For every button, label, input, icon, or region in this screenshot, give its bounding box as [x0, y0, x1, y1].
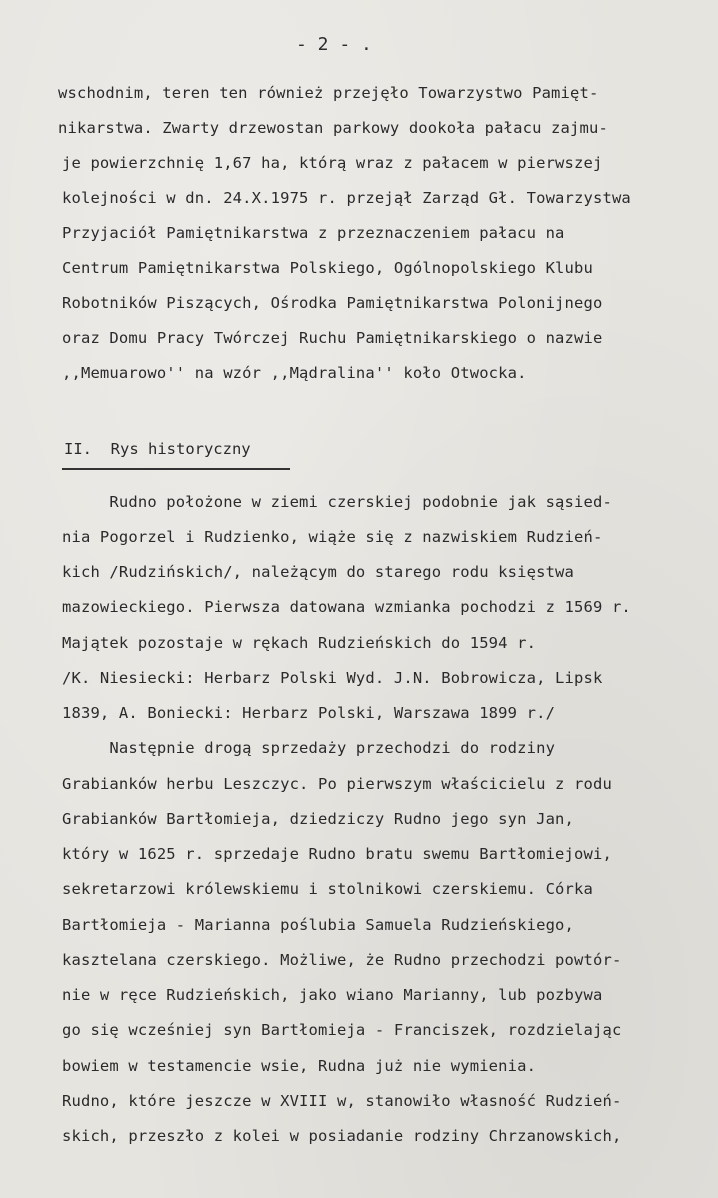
text-line: kolejności w dn. 24.X.1975 r. przejął Zarząd Gł. Towarzystwa [62, 189, 631, 207]
text-line: nie w ręce Rudzieńskich, jako wiano Marianny, lub pozbywa [62, 986, 603, 1004]
text-line: Grabianków Bartłomieja, dziedziczy Rudno jego syn Jan, [62, 810, 575, 828]
text-line: Przyjaciół Pamiętnikarstwa z przeznaczeniem pałacu na [62, 224, 565, 242]
text-line: Rudno położone w ziemi czerskiej podobnie jak sąsied- [62, 493, 612, 511]
text-line: nikarstwa. Zwarty drzewostan parkowy dookoła pałacu zajmu- [58, 119, 608, 137]
text-line: /K. Niesiecki: Herbarz Polski Wyd. J.N. Bobrowicza, Lipsk [62, 669, 603, 687]
page-number: - 2 - . [296, 34, 372, 55]
text-line: Rudno, które jeszcze w XVIII w, stanowiło własność Rudzień- [62, 1092, 622, 1110]
text-line: Centrum Pamiętnikarstwa Polskiego, Ogólnopolskiego Klubu [62, 259, 593, 277]
text-line: 1839, A. Boniecki: Herbarz Polski, Warszawa 1899 r./ [62, 704, 556, 722]
text-line: bowiem w testamencie wsie, Rudna już nie wymienia. [62, 1057, 537, 1075]
text-line: ,,Memuarowo'' na wzór ,,Mądralina'' koło Otwocka. [62, 364, 527, 382]
text-line: kasztelana czerskiego. Możliwe, że Rudno przechodzi powtór- [62, 951, 622, 969]
text-line: mazowieckiego. Pierwsza datowana wzmianka pochodzi z 1569 r. [62, 598, 631, 616]
text-line: wschodnim, teren ten również przejęło Towarzystwo Pamięt- [58, 84, 599, 102]
section-heading: II. Rys historyczny [64, 440, 251, 458]
text-line: sekretarzowi królewskiemu i stolnikowi czerskiemu. Córka [62, 880, 593, 898]
text-line: Majątek pozostaje w rękach Rudzieńskich do 1594 r. [62, 634, 537, 652]
text-line: Następnie drogą sprzedaży przechodzi do rodziny [62, 739, 556, 757]
text-line: Robotników Piszących, Ośrodka Pamiętnikarstwa Polonijnego [62, 294, 603, 312]
text-line: je powierzchnię 1,67 ha, którą wraz z pałacem w pierwszej [62, 154, 603, 172]
text-line: skich, przeszło z kolei w posiadanie rodziny Chrzanowskich, [62, 1127, 622, 1145]
text-line: kich /Rudzińskich/, należącym do starego rodu księstwa [62, 563, 575, 581]
heading-underline [62, 468, 290, 470]
text-line: oraz Domu Pracy Twórczej Ruchu Pamiętnikarskiego o nazwie [62, 329, 603, 347]
text-line: nia Pogorzel i Rudzienko, wiąże się z nazwiskiem Rudzień- [62, 528, 603, 546]
text-line: Bartłomieja - Marianna poślubia Samuela Rudzieńskiego, [62, 916, 575, 934]
text-line: który w 1625 r. sprzedaje Rudno bratu swemu Bartłomiejowi, [62, 845, 612, 863]
text-line: Grabianków herbu Leszczyc. Po pierwszym właścicielu z rodu [62, 775, 612, 793]
text-line: go się wcześniej syn Bartłomieja - Franciszek, rozdzielając [62, 1021, 622, 1039]
